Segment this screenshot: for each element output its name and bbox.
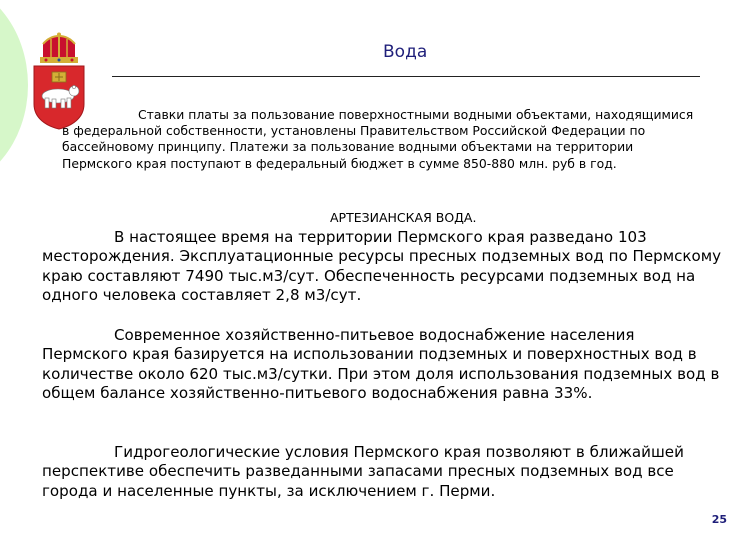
paragraph-water-supply: Современное хозяйственно-питьевое водоснабжение населения Пермского края базируется на использовании подземных и поверхностных вод в количестве около 620 тыс.м3/сутки. При этом доля использования подземных вод в общем балансе хозяйственно-питьевого водоснабжения равна 33%. bbox=[42, 326, 720, 403]
page-title: Вода bbox=[383, 42, 428, 62]
paragraph-hydrogeology: Гидрогеологические условия Пермского края позволяют в ближайшей перспективе обеспечить разведанными запасами пресных подземных вод все города и населенные пункты, за исключением г. Перми. bbox=[42, 443, 684, 500]
background-arc bbox=[0, 0, 28, 190]
crown-icon bbox=[40, 33, 78, 64]
title-divider bbox=[112, 76, 700, 77]
paragraph-deposits: В настоящее время на территории Пермского края разведано 103 месторождения. Эксплуатационные ресурсы пресных подземных вод по Пермскому краю составляют 7490 тыс.м3/сут. Обеспеченность ресурсами подземных вод на одного человека составляет 2,8 м3/сут. bbox=[42, 228, 722, 305]
page-number: 25 bbox=[711, 513, 727, 526]
section-heading: АРТЕЗИАНСКАЯ ВОДА. bbox=[330, 210, 477, 225]
intro-paragraph bbox=[62, 107, 702, 172]
intro-text: Ставки платы за пользование поверхностными водными объектами, находящимися в федеральной собственности, установлены Правительством Российской Федерации по бассейновому принципу. Платежи за пользование водными объектами на территории Пермского края поступают в федеральный бюджет в сумме 850-880 млн. руб в год. bbox=[62, 107, 694, 171]
